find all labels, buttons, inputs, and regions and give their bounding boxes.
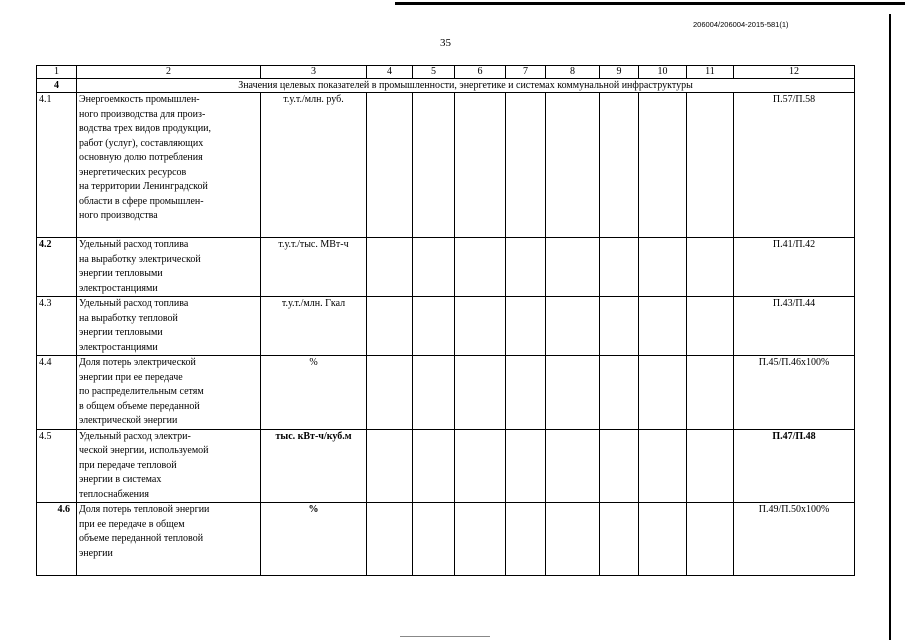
indicator-formula: П.45/П.46х100%: [734, 356, 855, 430]
value-cell-col-5: [413, 503, 455, 576]
col-header-9: 9: [600, 66, 639, 79]
page-number: 35: [440, 37, 451, 49]
description-line: энергии: [79, 547, 113, 559]
indicator-number: 4.5: [37, 429, 77, 503]
value-cell-col-5: [413, 238, 455, 297]
description-line: ного производства: [79, 210, 158, 221]
value-cell-col-10: [639, 503, 687, 576]
value-cell-col-7: [506, 238, 546, 297]
indicator-unit: %: [261, 356, 367, 430]
value-cell-col-6: [455, 503, 506, 576]
indicator-unit: %: [261, 503, 367, 576]
table-row: [37, 503, 855, 576]
scan-edge-right: [889, 14, 891, 640]
col-header-11: 11: [687, 66, 734, 79]
description-line: при передаче тепловой: [79, 459, 177, 471]
description-line: водства трех видов продукции,: [79, 123, 212, 134]
section-row: [37, 79, 855, 93]
value-cell-col-10: [639, 297, 687, 356]
value-cell-col-11: [687, 297, 734, 356]
col-header-6: 6: [455, 66, 506, 79]
value-cell-col-6: [455, 429, 506, 503]
value-cell-col-6: [455, 297, 506, 356]
value-cell-col-10: [639, 238, 687, 297]
value-cell-col-11: [687, 93, 734, 238]
value-cell-col-8: [546, 238, 600, 297]
value-cell-col-10: [639, 429, 687, 503]
value-cell-col-8: [546, 356, 600, 430]
document-id: 206004/206004-2015-581(1): [693, 20, 789, 29]
value-cell-col-9: [600, 238, 639, 297]
description-line: Доля потерь электрической: [79, 357, 196, 368]
indicator-formula: П.41/П.42: [734, 238, 855, 297]
indicator-description: [77, 93, 261, 238]
description-line: энергии тепловыми: [79, 327, 163, 338]
indicator-number: 4.3: [37, 297, 77, 356]
value-cell-col-11: [687, 238, 734, 297]
indicator-number: 4.2: [37, 238, 77, 297]
indicator-description: [77, 238, 261, 297]
indicator-number: 4.6: [37, 503, 77, 576]
indicator-unit: тыс. кВт-ч/куб.м: [261, 429, 367, 503]
description-line: объеме переданной тепловой: [79, 533, 204, 544]
description-line: ческой энергии, используемой: [79, 445, 209, 456]
value-cell-col-11: [687, 356, 734, 430]
indicator-description: [77, 356, 261, 430]
description-line: энергетических ресурсов: [79, 166, 187, 178]
value-cell-col-6: [455, 93, 506, 238]
description-line: в общем объеме переданной: [79, 400, 200, 412]
description-line: энергии в системах: [79, 474, 162, 485]
description-line: электрической энергии: [79, 415, 178, 426]
scan-edge-top: [395, 2, 905, 5]
value-cell-col-7: [506, 429, 546, 503]
description-line: Удельный расход топлива: [79, 298, 189, 309]
description-line: ного производства для произ-: [79, 108, 206, 120]
table-row: [37, 429, 855, 503]
description-line: электростанциями: [79, 282, 158, 294]
description-line: на территории Ленинградской: [79, 181, 208, 192]
description-line: Энергоемкость промышлен-: [79, 94, 200, 105]
table-row: [37, 93, 855, 238]
value-cell-col-4: [367, 429, 413, 503]
table-row: [37, 356, 855, 430]
value-cell-col-10: [639, 93, 687, 238]
col-header-1: 1: [37, 66, 77, 79]
col-header-8: 8: [546, 66, 600, 79]
col-header-7: 7: [506, 66, 546, 79]
indicator-description: [77, 297, 261, 356]
value-cell-col-5: [413, 356, 455, 430]
indicator-description: [77, 429, 261, 503]
description-line: Удельный расход топлива: [79, 239, 189, 250]
value-cell-col-8: [546, 503, 600, 576]
indicator-unit: т.у.т./млн. руб.: [261, 93, 367, 238]
value-cell-col-9: [600, 503, 639, 576]
value-cell-col-9: [600, 93, 639, 238]
indicator-unit: т.у.т./тыс. МВт-ч: [261, 238, 367, 297]
value-cell-col-9: [600, 356, 639, 430]
description-line: энергии при ее передаче: [79, 371, 183, 383]
indicator-unit: т.у.т./млн. Гкал: [261, 297, 367, 356]
description-line: на выработку тепловой: [79, 312, 178, 324]
value-cell-col-5: [413, 93, 455, 238]
indicator-formula: П.49/П.50х100%: [734, 503, 855, 576]
col-header-10: 10: [639, 66, 687, 79]
value-cell-col-10: [639, 356, 687, 430]
indicator-number: 4.4: [37, 356, 77, 430]
value-cell-col-8: [546, 93, 600, 238]
value-cell-col-11: [687, 429, 734, 503]
description-line: Удельный расход электри-: [79, 430, 191, 442]
value-cell-col-4: [367, 297, 413, 356]
value-cell-col-7: [506, 503, 546, 576]
col-header-2: 2: [77, 66, 261, 79]
value-cell-col-9: [600, 297, 639, 356]
value-cell-col-5: [413, 297, 455, 356]
value-cell-col-7: [506, 356, 546, 430]
description-line: электростанциями: [79, 341, 158, 353]
section-title: Значения целевых показателей в промышленности, энергетике и системах коммунальной инфраструктуры: [77, 79, 855, 93]
col-header-4: 4: [367, 66, 413, 79]
indicator-formula: П.43/П.44: [734, 297, 855, 356]
description-line: по распределительным сетям: [79, 386, 204, 397]
description-line: основную долю потребления: [79, 152, 203, 163]
col-header-12: 12: [734, 66, 855, 79]
table-row: [37, 297, 855, 356]
value-cell-col-8: [546, 297, 600, 356]
indicator-formula: П.47/П.48: [734, 429, 855, 503]
value-cell-col-4: [367, 503, 413, 576]
description-line: работ (услуг), составляющих: [79, 137, 204, 149]
description-line: области в сфере промышлен-: [79, 195, 204, 207]
value-cell-col-7: [506, 93, 546, 238]
value-cell-col-11: [687, 503, 734, 576]
description-line: на выработку электрической: [79, 253, 201, 265]
col-header-5: 5: [413, 66, 455, 79]
section-number: 4: [37, 79, 77, 93]
col-header-3: 3: [261, 66, 367, 79]
scan-mark-bottom: [400, 636, 490, 637]
description-line: энергии тепловыми: [79, 268, 163, 279]
column-number-row: [37, 66, 855, 79]
value-cell-col-9: [600, 429, 639, 503]
description-line: Доля потерь тепловой энергии: [79, 504, 210, 515]
indicators-table: [36, 65, 855, 576]
indicator-number: 4.1: [37, 93, 77, 238]
value-cell-col-5: [413, 429, 455, 503]
value-cell-col-4: [367, 356, 413, 430]
table-row: [37, 238, 855, 297]
description-line: теплоснабжения: [79, 488, 149, 500]
value-cell-col-4: [367, 238, 413, 297]
value-cell-col-8: [546, 429, 600, 503]
value-cell-col-4: [367, 93, 413, 238]
value-cell-col-7: [506, 297, 546, 356]
indicator-description: [77, 503, 261, 576]
description-line: при ее передаче в общем: [79, 518, 185, 530]
indicator-formula: П.57/П.58: [734, 93, 855, 238]
value-cell-col-6: [455, 238, 506, 297]
value-cell-col-6: [455, 356, 506, 430]
